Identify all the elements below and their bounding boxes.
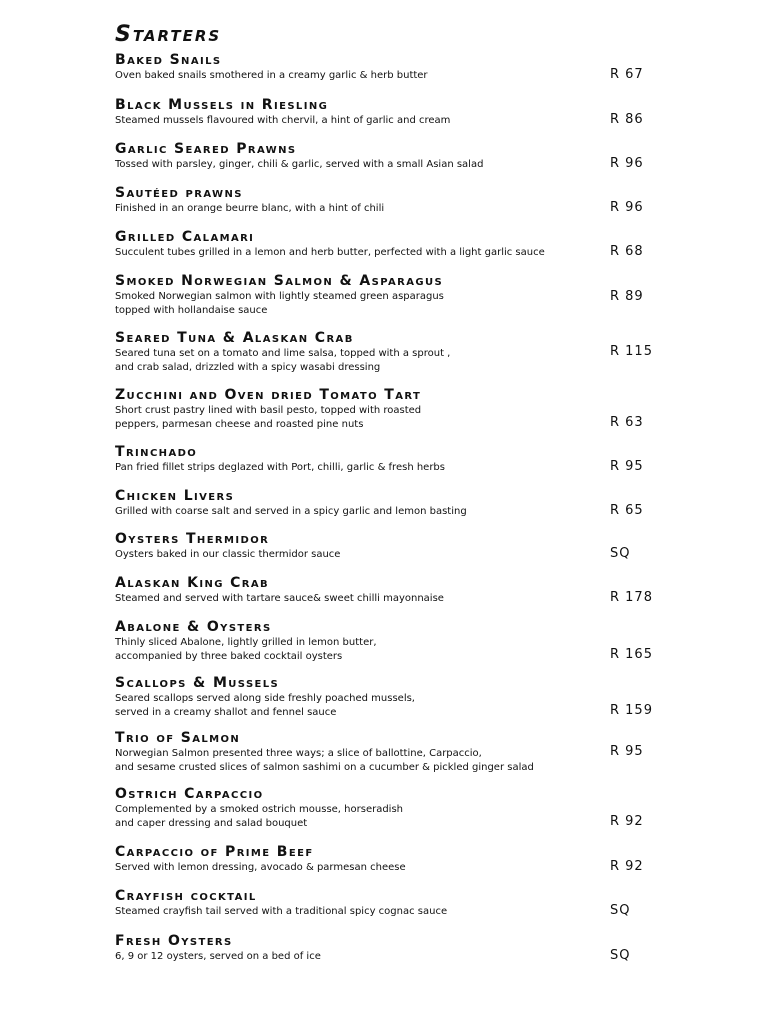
menu-item: [0, 97, 768, 137]
menu-item-price: R 89: [610, 289, 644, 304]
menu-item-description: Seared tuna set on a tomato and lime salsa, topped with a sprout ,: [115, 348, 451, 359]
menu-item-price: R 86: [610, 112, 644, 127]
menu-item-description: and caper dressing and salad bouquet: [115, 818, 308, 829]
menu-item-price: R 159: [610, 703, 653, 718]
menu-item-name: Carpaccio of Prime Beef: [115, 844, 314, 860]
menu-item-description: Succulent tubes grilled in a lemon and herb butter, perfected with a light garlic sauce: [115, 247, 545, 258]
menu-item-name: Scallops & Mussels: [115, 675, 280, 691]
menu-item: [0, 185, 768, 225]
menu-item-description: and sesame crusted slices of salmon sashimi on a cucumber & pickled ginger salad: [115, 762, 534, 773]
menu-item-price: R 67: [610, 67, 644, 82]
menu-item-description: Thinly sliced Abalone, lightly grilled in lemon butter,: [115, 637, 377, 648]
menu-item-price: R 95: [610, 459, 644, 474]
menu-item-description: 6, 9 or 12 oysters, served on a bed of ice: [115, 951, 321, 962]
menu-item-price: SQ: [610, 546, 631, 561]
menu-item-price: R 165: [610, 647, 653, 662]
menu-item: [0, 444, 768, 484]
menu-item-price: R 95: [610, 744, 644, 759]
menu-item-price: R 115: [610, 344, 653, 359]
menu-item-description: served in a creamy shallot and fennel sauce: [115, 707, 337, 718]
menu-item-name: Seared Tuna & Alaskan Crab: [115, 330, 354, 346]
menu-item: [0, 675, 768, 718]
menu-item-description: Served with lemon dressing, avocado & parmesan cheese: [115, 862, 406, 873]
menu-item: [0, 52, 768, 92]
menu-item-description: peppers, parmesan cheese and roasted pine nuts: [115, 419, 364, 430]
menu-item-name: Trio of Salmon: [115, 730, 241, 746]
menu-item: [0, 141, 768, 181]
menu-item-price: R 178: [610, 590, 653, 605]
menu-item: [0, 488, 768, 528]
menu-item: [0, 619, 768, 662]
menu-item-price: R 96: [610, 156, 644, 171]
menu-item: [0, 387, 768, 430]
menu-item: [0, 330, 768, 373]
menu-item-name: Chicken Livers: [115, 488, 235, 504]
menu-item-description: Smoked Norwegian salmon with lightly steamed green asparagus: [115, 291, 444, 302]
menu-item: [0, 273, 768, 316]
menu-item-name: Ostrich Carpaccio: [115, 786, 264, 802]
menu-item-description: Oven baked snails smothered in a creamy garlic & herb butter: [115, 70, 428, 81]
menu-item-price: R 92: [610, 859, 644, 874]
menu-item: [0, 730, 768, 773]
menu-item-price: R 65: [610, 503, 644, 518]
menu-item: [0, 575, 768, 615]
menu-item-name: Baked Snails: [115, 52, 222, 68]
menu-item-name: Black Mussels in Riesling: [115, 97, 329, 113]
menu-item-description: topped with hollandaise sauce: [115, 305, 268, 316]
menu-item-price: SQ: [610, 948, 631, 963]
menu-item-description: Finished in an orange beurre blanc, with a hint of chili: [115, 203, 385, 214]
menu-item-name: Trinchado: [115, 444, 198, 460]
menu-item-description: Pan fried fillet strips deglazed with Port, chilli, garlic & fresh herbs: [115, 462, 445, 473]
menu-item-price: R 63: [610, 415, 644, 430]
menu-item: [0, 888, 768, 928]
menu-item-name: Abalone & Oysters: [115, 619, 272, 635]
menu-item-name: Zucchini and Oven dried Tomato Tart: [115, 387, 422, 403]
menu-item-description: Steamed mussels flavoured with chervil, a hint of garlic and cream: [115, 115, 451, 126]
menu-item-name: Fresh Oysters: [115, 933, 233, 949]
menu-item-name: Grilled Calamari: [115, 229, 255, 245]
menu-item: [0, 844, 768, 884]
menu-item-description: Steamed and served with tartare sauce& sweet chilli mayonnaise: [115, 593, 444, 604]
menu-item-description: and crab salad, drizzled with a spicy wasabi dressing: [115, 362, 381, 373]
menu-item-price: R 68: [610, 244, 644, 259]
menu-item-description: Grilled with coarse salt and served in a spicy garlic and lemon basting: [115, 506, 467, 517]
menu-item-description: Oysters baked in our classic thermidor sauce: [115, 549, 341, 560]
menu-item-name: Oysters Thermidor: [115, 531, 270, 547]
menu-item-description: Seared scallops served along side freshly poached mussels,: [115, 693, 415, 704]
menu-title: Starters: [115, 22, 222, 47]
menu-item-name: Crayfish cocktail: [115, 888, 257, 904]
menu-item-name: Alaskan King Crab: [115, 575, 270, 591]
menu-item-description: Short crust pastry lined with basil pesto, topped with roasted: [115, 405, 422, 416]
menu-item: [0, 933, 768, 973]
menu-item: [0, 229, 768, 269]
menu-item-description: accompanied by three baked cocktail oysters: [115, 651, 343, 662]
menu-item-name: Sautéed prawns: [115, 185, 243, 201]
menu-item-price: R 96: [610, 200, 644, 215]
menu-item-description: Complemented by a smoked ostrich mousse, horseradish: [115, 804, 404, 815]
menu-item-description: Norwegian Salmon presented three ways; a slice of ballottine, Carpaccio,: [115, 748, 482, 759]
menu-item-name: Smoked Norwegian Salmon & Asparagus: [115, 273, 444, 289]
menu-item: [0, 786, 768, 829]
menu-item-price: SQ: [610, 903, 631, 918]
menu-item: [0, 531, 768, 571]
menu-item-name: Garlic Seared Prawns: [115, 141, 297, 157]
menu-item-price: R 92: [610, 814, 644, 829]
menu-item-description: Tossed with parsley, ginger, chili & garlic, served with a small Asian salad: [115, 159, 484, 170]
menu-item-description: Steamed crayfish tail served with a traditional spicy cognac sauce: [115, 906, 448, 917]
